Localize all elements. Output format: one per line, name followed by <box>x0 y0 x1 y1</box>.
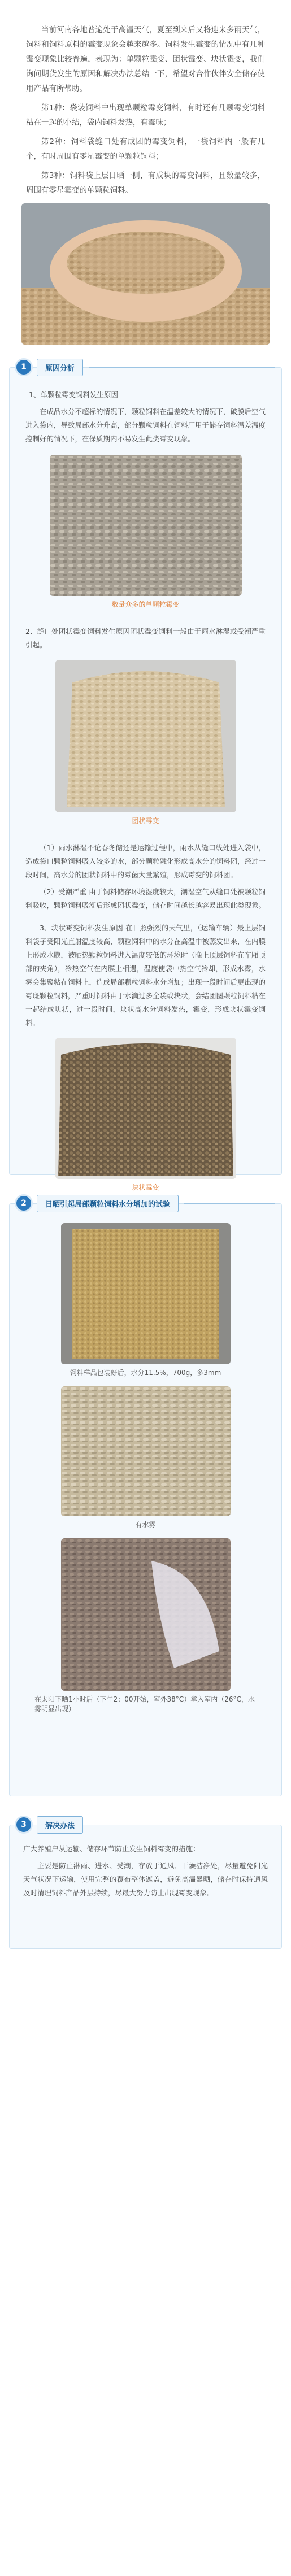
intro-paragraph: 当前河南各地普遍处于高温天气，夏至到来后又将迎来多雨天气，饲料和饲料原料的霉变现象会越来越多。饲料发生霉变的情况中有几种霉变现象比较普遍，表现为：单颗粒霉变、团状霉变、块状霉变，我们询问期货发生的原因和解决办法总结一下，希望对合作伙伴安全储存使用产品有所帮助。 <box>26 25 265 93</box>
intro <box>0 0 291 198</box>
section-header <box>16 1815 275 1834</box>
photo-caption: 团状霉变 <box>132 817 159 825</box>
section-sun-experiment <box>9 1199 282 1796</box>
hands-holding-feed-photo <box>21 203 270 345</box>
photo-caption: 有水雾 <box>135 1521 156 1529</box>
solution-lead: 广大养殖户从运输、储存环节防止发生饲料霉变的措施： <box>23 1844 200 1853</box>
section-title: 原因分析 <box>37 359 83 376</box>
sample-bag-photo <box>61 1223 231 1364</box>
paragraph: （1）雨水淋湿不论春冬储还是运输过程中，雨水从缝口线处进入袋中，造成袋口颗粒饲料吸入较多的水，部分颗粒融化形成高水分的饲料团，经过一段时间，高水分的团状饲料中的霉菌大量繁殖，形成霉变的饲料团。 <box>25 843 266 879</box>
photo-caption: 块状霉变 <box>132 1183 159 1191</box>
section-divider <box>184 1203 275 1204</box>
section-number-badge: 1 <box>16 360 31 375</box>
paragraph: 主要是防止淋雨、进水、受潮，存放于通风、干燥洁净处，尽量避免阳光天气状况下运输，使用完整的覆布整体遮盖，避免高温暴晒，储存时保持通风及时清理饲料产品外层持续，尽最大努力防止出现霉变现象。 <box>23 1861 268 1897</box>
block-mold-photo <box>55 1038 236 1179</box>
section-title: 解决办法 <box>37 1816 83 1834</box>
single-pellet-mold-photo <box>50 455 242 596</box>
clump-mold-photo <box>55 660 236 812</box>
section-divider <box>89 367 275 368</box>
paragraph: 3、块状霉变饲料发生原因 在日照强烈的天气里，（运输车辆）最上层饲料袋子受阳光直射温度较高，颗粒饲料中的水分在高温中被蒸发出来，在内膜上形成水膜，被晒热颗粒饲料进入温度较低的环境时（晚上顶层饲料在车厢顶部的夹角），冷热空气在内膜上相遇，温度使袋中热空气冷却，形成水雾，水雾会集聚粘在饲料上，造成局部颗粒饲料水分增加；出现一段时间后更出现的霉斑颗粒饲料，严重时饲料由于水滴过多全袋或块状，会结团图颗粒饲料粘在一起结成块状，过一段时间，块状高水分饲料发热，霉变，形成块状霉变饲料。 <box>25 924 266 1027</box>
paragraph: 在成品水分不超标的情况下，颗粒饲料在温差较大的情况下，破膜后空气进入袋内，导致局部水分升高，部分颗粒饲料在饲料厂用于储存饲料温差温度控制好的情况下，在保质期内不易发生此类霉变现象。 <box>25 407 266 443</box>
condensation-bag-photo <box>61 1538 231 1691</box>
photo-caption: 饲料样品包装好后，水分11.5%，700g，多3mm <box>70 1369 221 1377</box>
intro-paragraph: 第1种：袋装饲料中出现单颗粒霉变饲料，有时还有几颗霉变饲料粘在一起的小结，袋内饲料发热，有霉味； <box>26 103 265 127</box>
intro-paragraph: 第2种：饲料袋缝口处有成团的霉变饲料，一袋饲料内一般有几个，有时周围有零星霉变的单颗粒饲料； <box>26 137 265 161</box>
section-header <box>16 1194 275 1213</box>
section-title: 日晒引起局部颗粒饲料水分增加的试验 <box>37 1195 179 1212</box>
photo-caption: 在太阳下晒1小时后（下午2：00开始，室外38°C）拿入室内（26°C，水雾明显出现） <box>34 1695 255 1713</box>
subheading-single-pellet: 1、单颗粒霉变饲料发生原因 <box>29 390 118 399</box>
section-cause-analysis <box>9 363 282 1191</box>
section-header <box>16 358 275 377</box>
intro-paragraph: 第3种：饲料袋上层日晒一侧，有成块的霉变饲料，且数量较多，周围有零星霉变的单颗粒饲料。 <box>26 171 265 195</box>
water-mist-photo <box>61 1386 231 1516</box>
paragraph: 2、缝口处团状霉变饲料发生原因团状霉变饲料一般由于雨水淋湿或受潮严重引起。 <box>25 627 266 649</box>
section-number-badge: 3 <box>16 1817 31 1832</box>
paragraph: （2）受潮严重 由于饲料储存环境湿度较大，潮湿空气从缝口处被颗粒饲料吸收，颗粒饲料吸潮后形成团状霉变，储存时间越长越容易出现此类现象。 <box>25 887 266 910</box>
photo-caption: 数量众多的单颗粒霉变 <box>111 601 180 608</box>
section-number-badge: 2 <box>16 1196 31 1211</box>
section-solutions <box>9 1820 282 1949</box>
